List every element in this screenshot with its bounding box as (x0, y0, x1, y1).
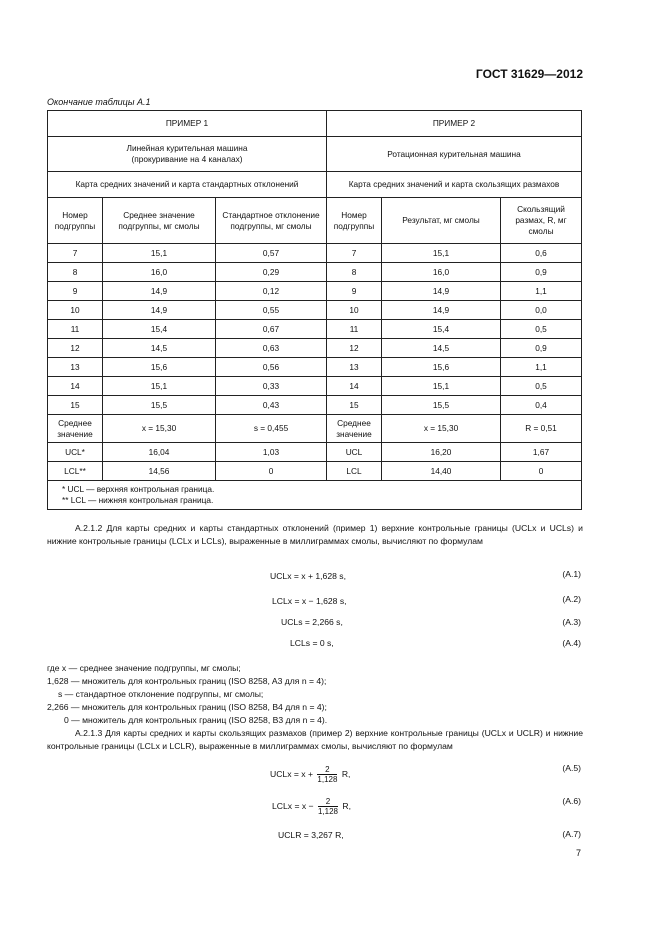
table-cell: 0,57 (216, 244, 327, 263)
legend-line: 0 — множитель для контрольных границ (ISO 8258, B3 для n = 4). (64, 715, 328, 725)
mean-value: R = 0,51 (501, 415, 582, 443)
legend-line: s — стандартное отклонение подгруппы, мг смолы; (58, 689, 264, 699)
formula-a1: UCLx = x + 1,628 s, (270, 571, 346, 581)
table-cell: 0,4 (501, 396, 582, 415)
table-cell: 7 (327, 244, 382, 263)
table-cell: 12 (48, 339, 103, 358)
table-cell: 16,0 (103, 263, 216, 282)
table-cell: 0,67 (216, 320, 327, 339)
ucl-cell: 1,03 (216, 443, 327, 462)
table-cell: 15 (48, 396, 103, 415)
chart1-label: Карта средних значений и карта стандартных отклонений (48, 172, 327, 198)
table-cell: 11 (327, 320, 382, 339)
table-cell: 0,5 (501, 320, 582, 339)
table-cell: 15,6 (103, 358, 216, 377)
formula-lhs: LCLx = x − (272, 800, 314, 811)
col-header: Стандартное отклонение подгруппы, мг смолы (216, 198, 327, 244)
table-cell: 15 (327, 396, 382, 415)
fraction-denominator: 1,128 (317, 807, 338, 816)
footnote-lcl: ** LCL — нижняя контрольная граница. (62, 495, 214, 505)
mean-value: x = 15,30 (103, 415, 216, 443)
fraction-denominator: 1,128 (317, 775, 338, 784)
table-cell: 0,63 (216, 339, 327, 358)
legend-line: 2,266 — множитель для контрольных границ (ISO 8258, B4 для n = 4); (47, 702, 327, 712)
table-cell: 1,1 (501, 282, 582, 301)
table-cell: 15,1 (382, 244, 501, 263)
col-header: Номер подгруппы (327, 198, 382, 244)
example2-header: ПРИМЕР 2 (327, 111, 582, 137)
lcl-cell: LCL (327, 462, 382, 481)
mean-value: x = 15,30 (382, 415, 501, 443)
table-row (48, 282, 582, 301)
table-cell: 15,4 (103, 320, 216, 339)
table-cell: 14 (48, 377, 103, 396)
table-cell: 15,1 (103, 244, 216, 263)
table-cell: 14,9 (103, 301, 216, 320)
legend-line: 1,628 — множитель для контрольных границ (ISO 8258, A3 для n = 4); (47, 676, 327, 686)
table-cell: 0,43 (216, 396, 327, 415)
table-cell: 14,9 (382, 282, 501, 301)
legend-line: где x — среднее значение подгруппы, мг смолы; (47, 663, 241, 673)
machine2-label: Ротационная курительная машина (327, 137, 582, 172)
table-cell: 15,1 (382, 377, 501, 396)
table-cell: 14,5 (382, 339, 501, 358)
formula-number: (А.4) (562, 638, 581, 648)
table-cell: 14 (327, 377, 382, 396)
lcl-cell: 14,40 (382, 462, 501, 481)
formula-lhs: UCLx = x + (270, 768, 313, 779)
table-cell: 1,1 (501, 358, 582, 377)
table-cell: 10 (327, 301, 382, 320)
table-row (48, 320, 582, 339)
formula-number: (А.7) (562, 829, 581, 839)
formula-number: (А.2) (562, 594, 581, 604)
fraction-numerator: 2 (317, 765, 337, 775)
ucl-cell: 1,67 (501, 443, 582, 462)
table-cell: 8 (327, 263, 382, 282)
formula-a3: UCLs = 2,266 s, (281, 617, 343, 627)
formula-number: (А.3) (562, 617, 581, 627)
table-cell: 12 (327, 339, 382, 358)
formula-rhs: R, (342, 800, 351, 811)
formula-number: (А.6) (562, 796, 581, 806)
formula-a7: UCLR = 3,267 R, (278, 830, 344, 840)
paragraph-a212: А.2.1.2 Для карты средних и карты стандартных отклонений (пример 1) верхние контрольные границы (UCLx и UCLs) и нижние контрольные границы (LCLx и LCLs), выраженные в миллиграммах смолы, вычисляют по формулам (47, 523, 583, 546)
col-header: Среднее значение подгруппы, мг смолы (103, 198, 216, 244)
table-cell: 0,9 (501, 263, 582, 282)
table-cell: 0,12 (216, 282, 327, 301)
machine1-label: Линейная курительная машина (прокуривание на 4 каналах) (48, 137, 327, 172)
ucl-cell: UCL (327, 443, 382, 462)
mean-label: Среднее значение (327, 415, 382, 443)
table-cell: 11 (48, 320, 103, 339)
lcl-cell: LCL** (48, 462, 103, 481)
table-cell: 0,5 (501, 377, 582, 396)
table-cell: 15,5 (382, 396, 501, 415)
table-cell: 15,1 (103, 377, 216, 396)
table-row (48, 396, 582, 415)
table-cell: 14,9 (382, 301, 501, 320)
table-cell: 16,0 (382, 263, 501, 282)
lcl-cell: 14,56 (103, 462, 216, 481)
footnote-ucl: * UCL — верхняя контрольная граница. (62, 484, 215, 494)
ucl-cell: 16,20 (382, 443, 501, 462)
formula-rhs: R, (341, 768, 351, 779)
table-cell: 10 (48, 301, 103, 320)
table-cell: 13 (48, 358, 103, 377)
table-row (48, 358, 582, 377)
standard-number: ГОСТ 31629—2012 (475, 67, 583, 81)
table-cell: 0,6 (501, 244, 582, 263)
table-row (48, 263, 582, 282)
table-cell: 8 (48, 263, 103, 282)
table-cell: 0,0 (501, 301, 582, 320)
fraction (318, 797, 338, 816)
formula-number: (А.5) (562, 763, 581, 773)
page-number: 7 (575, 848, 581, 858)
formula-number: (А.1) (562, 569, 581, 579)
table-cell: 0,33 (216, 377, 327, 396)
table-cell: 15,5 (103, 396, 216, 415)
formula-a2: LCLx = x − 1,628 s, (272, 596, 347, 606)
col-header: Номер подгруппы (48, 198, 103, 244)
fraction (317, 765, 337, 784)
ucl-cell: UCL* (48, 443, 103, 462)
formula-a6 (272, 797, 351, 816)
table-caption: Окончание таблицы А.1 (47, 97, 151, 107)
lcl-cell: 0 (501, 462, 582, 481)
table-cell: 0,56 (216, 358, 327, 377)
chart2-label: Карта средних значений и карта скользящих размахов (327, 172, 582, 198)
example1-header: ПРИМЕР 1 (48, 111, 327, 137)
table-cell: 15,6 (382, 358, 501, 377)
table-cell: 14,9 (103, 282, 216, 301)
col-header: Результат, мг смолы (382, 198, 501, 244)
table-cell: 0,9 (501, 339, 582, 358)
lcl-cell: 0 (216, 462, 327, 481)
table-cell: 14,5 (103, 339, 216, 358)
ucl-cell: 16,04 (103, 443, 216, 462)
col-header: Скользящий размах, R, мг смолы (501, 198, 582, 244)
mean-value: s = 0,455 (216, 415, 327, 443)
table-cell: 13 (327, 358, 382, 377)
formula-a4: LCLs = 0 s, (290, 638, 334, 648)
table-cell: 0,29 (216, 263, 327, 282)
formula-a5 (270, 765, 350, 784)
table-cell: 7 (48, 244, 103, 263)
table-row (48, 377, 582, 396)
control-chart-table (47, 110, 582, 510)
mean-label: Среднее значение (48, 415, 103, 443)
table-row (48, 301, 582, 320)
table-row (48, 244, 582, 263)
fraction-numerator: 2 (318, 797, 338, 807)
table-cell: 9 (327, 282, 382, 301)
paragraph-a213: А.2.1.3 Для карты средних и карты скользящих размахов (пример 2) верхние контрольные границы (UCLx и UCLR) и нижние контрольные границы (LCLx и LCLR), выраженные в миллиграммах смолы, вычисляют по формулам (47, 728, 583, 751)
table-cell: 15,4 (382, 320, 501, 339)
table-row (48, 339, 582, 358)
table-footnotes (48, 481, 582, 510)
table-cell: 9 (48, 282, 103, 301)
table-cell: 0,55 (216, 301, 327, 320)
